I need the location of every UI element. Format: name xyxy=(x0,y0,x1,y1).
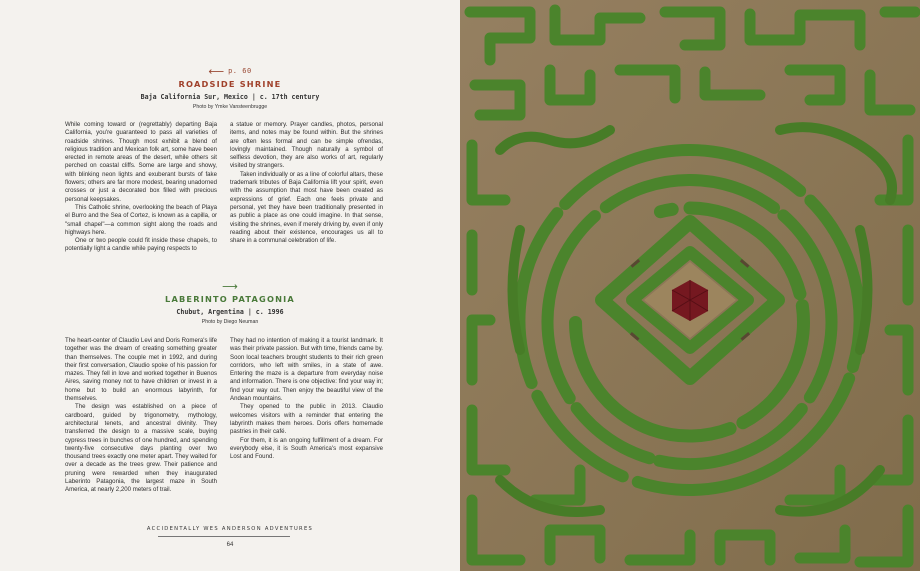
section-1-column-1 xyxy=(65,121,217,254)
paragraph: While coming toward or (regrettably) departing Baja California, you're guaranteed to pass all varieties of roadside shrines. Though most exhibit a blend of religious tradition and Mexican folk art, some have been erected in remote areas of the desert, while others sit perched on coastal cliffs. Some are large and showy, with blinking neon lights and exuberant bursts of fake flowers; others are far more modest, bearing unadorned crosses or just a decorated box filled with precious personal keepsakes. xyxy=(65,121,217,203)
paragraph: This Catholic shrine, overlooking the beach of Playa el Burro and the Sea of Cortez, is known as a capilla, or "small chapel"—a common sight along the roads and highways here. xyxy=(65,203,217,236)
paragraph: They opened to the public in 2013. Claudio welcomes visitors with a reminder that entering the labyrinth makes them heroes. Doris offers homemade pastries in their café. xyxy=(230,403,383,436)
section-2-column-1 xyxy=(65,337,217,495)
maze-photo xyxy=(460,0,920,571)
section-title: ROADSIDE SHRINE xyxy=(178,79,282,89)
footer-divider xyxy=(158,536,290,537)
page-number: 64 xyxy=(226,542,234,548)
paragraph: a statue or memory. Prayer candles, photos, personal items, and notes may be found within. But the shrines are often less formal and can be simple ofrendas, lovingly maintained. Though naturally a symbol of selfless devotion, they are also works of art, regularly visited by strangers. xyxy=(230,121,383,170)
section-2-column-2 xyxy=(230,337,383,461)
page-reference: p. 60 xyxy=(228,67,252,75)
paragraph: The design was established on a piece of cardboard, guided by trigonometry, mythology, architectural tenets, and ancestral divinity. They transferred the design to a massive scale, buying cypress trees in bunches of one hundred, and spending twenty-five consecutive days planting over two thousand trees exactly one meter apart. They waited for over a decade as the trees grew. Their patience and pruning were rewarded when they inaugurated Laberinto Patagonia, the largest maze in South America, at nearly 2,200 meters of trail. xyxy=(65,403,217,494)
photo-credit: Photo by Ymke Vansteenbrugge xyxy=(192,104,268,110)
labyrinth-aerial-image xyxy=(460,0,920,571)
forward-arrow-icon: ⟶ xyxy=(222,280,238,293)
section-header-roadside-shrine xyxy=(0,66,460,110)
back-arrow-icon: ⟵ p. 60 xyxy=(208,65,252,78)
paragraph: The heart-center of Claudio Levi and Doris Romera's life together was the dream of creating something greater than themselves. The couple met in 1992, and during their first conversation, Claudio spoke of his passion for mazes. They fell in love and worked together in Buenos Aires, saving money not to have children or invest in a home but to build an enormous labyrinth, for themselves. xyxy=(65,337,217,403)
paragraph: For them, it is an ongoing fulfillment of a dream. For everybody else, it is South America's most expansive Lost and Found. xyxy=(230,436,383,461)
photo-credit: Photo by Diego Neuman xyxy=(201,319,259,325)
section-title: LABERINTO PATAGONIA xyxy=(165,294,295,304)
section-location: Baja California Sur, Mexico | c. 17th century xyxy=(140,93,320,101)
running-footer: ACCIDENTALLY WES ANDERSON ADVENTURES xyxy=(146,526,314,532)
section-header-laberinto-patagonia xyxy=(0,281,460,325)
section-1-column-2 xyxy=(230,121,383,245)
paragraph: They had no intention of making it a tourist landmark. It was their private passion. But with time, friends came by. Soon local teachers brought students to their rich green corridors, who left with smiles, in a state of awe. Entering the maze is a departure from everyday noise and information. There is one objective: find your way in; find your way out. Then enjoy the beautiful view of the Andean mountains. xyxy=(230,337,383,403)
paragraph: Taken individually or as a line of colorful altars, these trademark tributes of Baja California lift your spirit, even with the assumption that most have been created as expressions of grief. Each one feels private and personal, yet they have been traditionally presented in as public a place as one could imagine. In that sense, visiting the shrines, even if merely driving by, even if only reading about their existence, encourages us all to share in a communal celebration of life. xyxy=(230,170,383,245)
paragraph: One or two people could fit inside these chapels, to potentially light a candle while paying respects to xyxy=(65,237,217,253)
section-location: Chubut, Argentina | c. 1996 xyxy=(176,308,284,316)
